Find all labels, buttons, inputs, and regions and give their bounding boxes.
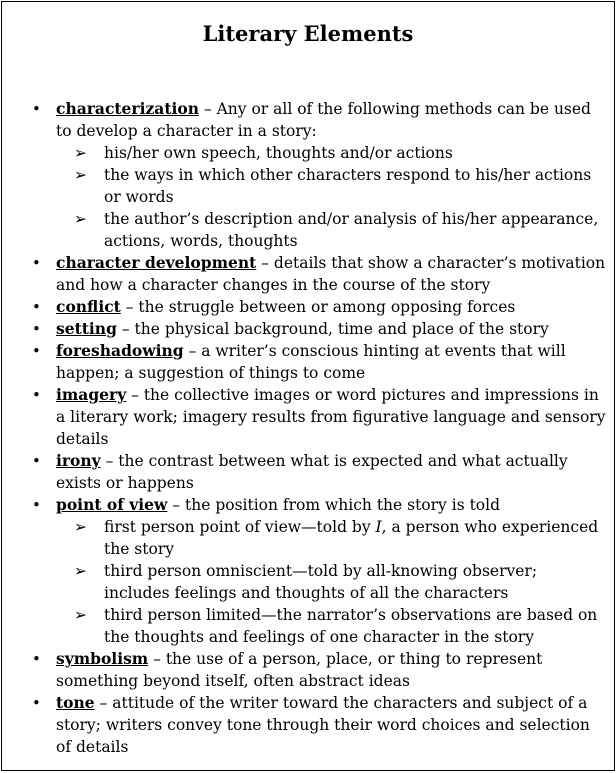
term-name: symbolism — [56, 649, 149, 668]
term-definition: – attitude of the writer toward the characters and subject of a story; writers convey tone through their word choices and selection of details — [56, 694, 590, 756]
term-name: conflict — [56, 297, 121, 316]
bullet-icon: • — [32, 452, 41, 470]
sub-item-text: his/her own speech, thoughts and/or actions — [104, 144, 453, 162]
term-item-imagery — [32, 384, 606, 450]
term-name: foreshadowing — [56, 341, 184, 360]
term-definition: – the use of a person, place, or thing to represent something beyond itself, often abstract ideas — [56, 650, 543, 690]
term-item-irony — [32, 450, 606, 494]
bullet-icon: • — [32, 650, 41, 668]
term-definition: – the contrast between what is expected and what actually exists or happens — [56, 452, 568, 492]
bullet-icon: • — [32, 386, 41, 404]
term-item-foreshadowing — [32, 340, 606, 384]
term-name: setting — [56, 319, 117, 338]
sub-item — [74, 142, 606, 164]
sub-item-text: first person point of view—told by — [104, 518, 376, 536]
term-definition: – a writer’s conscious hinting at events that will happen; a suggestion of things to come — [56, 342, 566, 382]
term-item-symbolism — [32, 648, 606, 692]
arrow-bullet-icon: ➢ — [74, 518, 87, 536]
sub-item-text: , a person who experienced the story — [104, 518, 599, 558]
term-definition: – the physical background, time and place of the story — [116, 320, 549, 338]
bullet-icon: • — [32, 496, 41, 514]
characterization-methods-list — [56, 142, 606, 252]
page-title: Literary Elements — [202, 21, 414, 46]
term-name: character development — [56, 253, 257, 272]
point-of-view-types-list — [56, 516, 606, 648]
arrow-bullet-icon: ➢ — [74, 606, 87, 624]
bullet-icon: • — [32, 320, 41, 338]
arrow-bullet-icon: ➢ — [74, 562, 87, 580]
term-item-character-development — [32, 252, 606, 296]
term-definition: – the collective images or word pictures and impressions in a literary work; imagery results from figurative language and sensory details — [56, 386, 606, 448]
term-name: tone — [56, 693, 95, 712]
bullet-icon: • — [32, 694, 41, 712]
term-name: characterization — [56, 99, 199, 118]
sub-item-text: the author’s description and/or analysis of his/her appearance, actions, words, thoughts — [104, 210, 599, 250]
term-item-characterization — [32, 98, 606, 252]
term-item-point-of-view — [32, 494, 606, 648]
terms-list — [2, 98, 614, 758]
sub-item — [74, 208, 606, 252]
term-definition: – the struggle between or among opposing forces — [120, 298, 516, 316]
arrow-bullet-icon: ➢ — [74, 144, 87, 162]
sub-item — [74, 516, 606, 560]
term-item-conflict — [32, 296, 606, 318]
sub-item-text: third person omniscient—told by all-knowing observer; includes feelings and thoughts of all the characters — [104, 562, 538, 602]
arrow-bullet-icon: ➢ — [74, 166, 87, 184]
italic-pronoun: I — [375, 518, 382, 536]
term-definition: – details that show a character’s motivation and how a character changes in the course of the story — [56, 254, 606, 294]
bullet-icon: • — [32, 100, 41, 118]
arrow-bullet-icon: ➢ — [74, 210, 87, 228]
sub-item — [74, 164, 606, 208]
term-definition: – the position from which the story is told — [167, 496, 501, 514]
term-definition: – Any or all of the following methods can be used to develop a character in a story: — [56, 100, 591, 140]
document-page — [1, 1, 615, 771]
sub-item — [74, 604, 606, 648]
term-item-tone — [32, 692, 606, 758]
sub-item-text: third person limited—the narrator’s observations are based on the thoughts and feelings of one character in the story — [104, 606, 598, 646]
term-name: imagery — [56, 385, 127, 404]
term-name: point of view — [56, 495, 168, 514]
sub-item-text: the ways in which other characters respond to his/her actions or words — [104, 166, 592, 206]
term-item-setting — [32, 318, 606, 340]
bullet-icon: • — [32, 254, 41, 272]
term-name: irony — [56, 451, 101, 470]
bullet-icon: • — [32, 342, 41, 360]
bullet-icon: • — [32, 298, 41, 316]
sub-item — [74, 560, 606, 604]
